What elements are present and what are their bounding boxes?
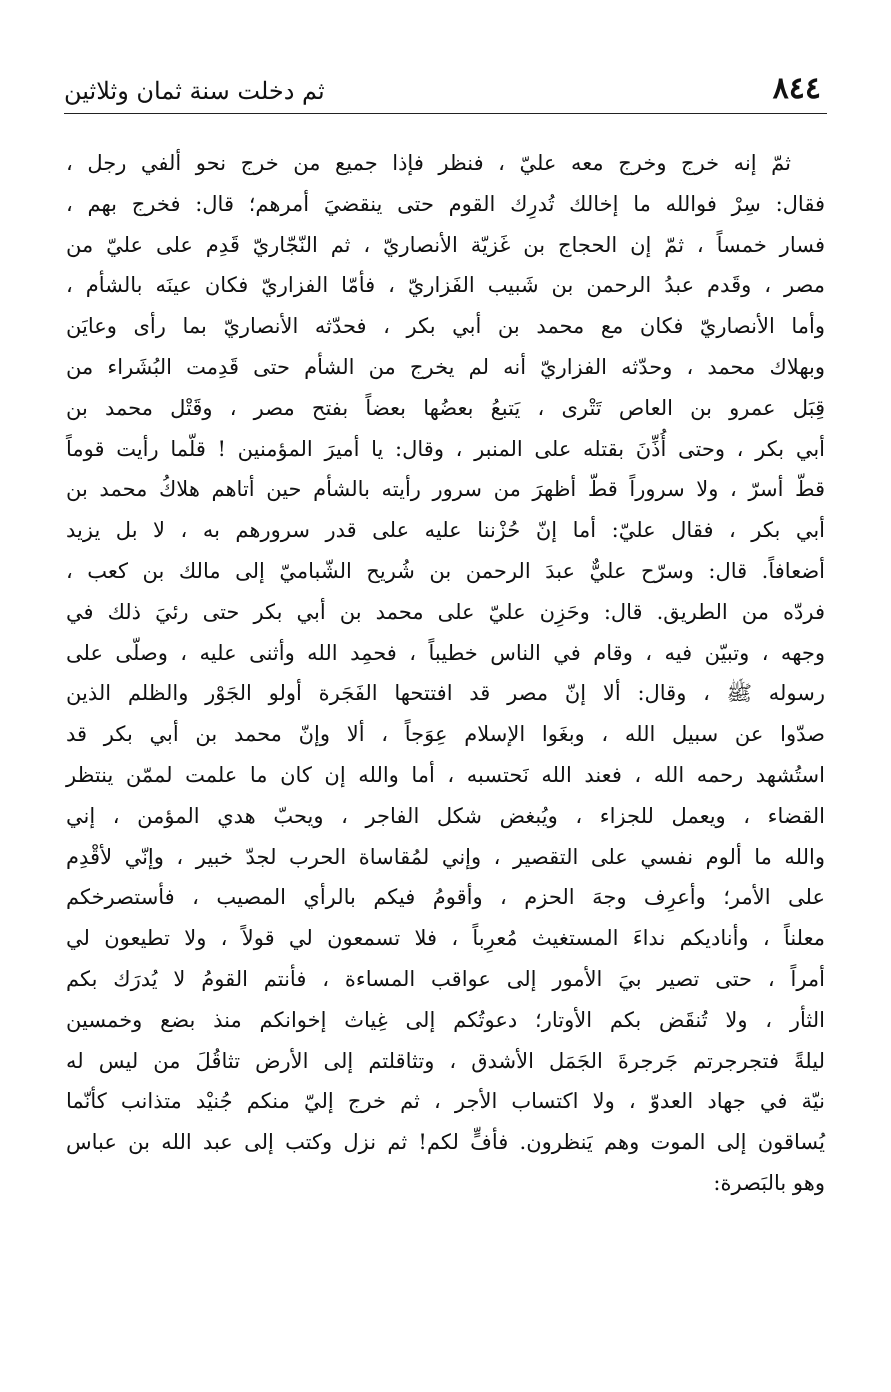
text-line: وأما الأنصاريّ فكان مع محمد بن أبي بكر ، فحدّثه الأنصاريّ بما رأى وعايَن [66,314,825,339]
text-line: مصر ، وقَدم عبدُ الرحمن بن شَبيب الفَزاريّ ، فأمّا الفزاريّ فكان عينَه بالشأم ، [66,273,825,298]
text-line: أمراً ، حتى تصير بيَ الأمور إلى عواقب المساءة ، فأنتم القومُ لا يُدرَك بكم [66,966,825,991]
text-line: وجهه ، وتبيّن فيه ، وقام في الناس خطيباً ، فحمِد الله وأثنى عليه ، وصلّى على [66,640,825,665]
text-line: فسار خمساً ، ثمّ إن الحجاج بن غَزيّة الأنصاريّ ، ثم النّجّاريّ قَدِم على عليّ من [66,232,825,257]
text-line: الثأر ، ولا تُنقَض بكم الأوتار؛ دعوتُكم إلى غِياث إخوانكم منذ بضع وخمسين [66,1007,825,1032]
text-line: يُساقون إلى الموت وهم يَنظرون. فأفٍّ لكم! ثم نزل وكتب إلى عبد الله بن عباس [66,1130,825,1155]
header-divider [64,113,827,114]
text-line: وبهلاك محمد ، وحدّثه الفزاريّ أنه لم يخرج من الشأم حتى قَدِمت البُشَراء من [66,354,825,379]
text-line: وهو بالبَصرة: [713,1170,825,1195]
text-line: قِبَل عمرو بن العاص تَتْرى ، يَتبعُ بعضُها بعضاً بفتح مصر ، وقَتْل محمد بن [66,395,825,420]
running-title: ثم دخلت سنة ثمان وثلاثين [64,77,325,105]
text-line: والله ما ألوم نفسي على التقصير ، وإني لمُقاساة الحرب لجدّ خبير ، وإنّي لأقْدِم [66,844,825,869]
page-number: ٨٤٤ [772,71,821,106]
body-text [66,143,825,1204]
text-line: على الأمر؛ وأعرِف وجهَ الحزم ، وأقومُ فيكم بالرأي المصيب ، فأستصرخكم [66,885,825,910]
text-line: أضعافاً. قال: وسرّح عليٌّ عبدَ الرحمن بن شُريح الشّباميّ إلى مالك بن كعب ، [66,558,825,583]
text-line: رسوله ﷺ ، وقال: ألا إنّ مصر قد افتتحها الفَجَرة أولو الجَوْر والظلم الذين [66,681,825,706]
page-header [64,68,827,112]
text-line: ليلةً فتجرجرتم جَرجرةَ الجَمَل الأشدق ، وتثاقلتم إلى الأرض تثاقُلَ من ليس له [66,1048,825,1073]
text-line: ثمّ إنه خرج وخرج معه عليّ ، فنظر فإذا جميع من خرج نحو ألفي رجل ، [66,151,791,175]
text-line: أبي بكر ، وحتى أُذِّنَ بقتله على المنبر ، وقال: يا أميرَ المؤمنين ! قلّما رأيت قوماً [66,436,825,461]
text-line: صدّوا عن سبيل الله ، وبغَوا الإسلام عِوَجاً ، ألا وإنّ محمد بن أبي بكر قد [66,722,825,747]
text-line: أبي بكر ، فقال عليّ: أما إنّ حُزْننا عليه على قدر سرورهم به ، لا بل يزيد [66,518,825,543]
text-line: استُشهد رحمه الله ، فعند الله نَحتسبه ، أما والله إن كان ما علمت لممّن ينتظر [66,762,825,787]
text-line: فردّه من الطريق. قال: وحَزِن عليّ على محمد بن أبي بكر حتى رئيَ ذلك في [66,599,825,624]
text-line: القضاء ، ويعمل للجزاء ، ويُبغض شكل الفاجر ، ويحبّ هدي المؤمن ، إني [66,803,825,828]
text-line: فقال: سِرْ فوالله ما إخالك تُدرِك القوم حتى ينقضيَ أمرهم؛ قال: فخرج بهم ، [66,191,825,216]
text-line: قطّ أسرّ ، ولا سروراً قطّ أظهرَ من سرور رأيته بالشأم حين أتاهم هلاكُ محمد بن [66,477,825,502]
text-line: معلناً ، وأناديكم نداءَ المستغيث مُعرِباً ، فلا تسمعون لي قولاً ، ولا تطيعون لي [66,926,825,951]
text-line: نيّة في جهاد العدوّ ، ولا اكتساب الأجر ، ثم خرج إليّ منكم جُنيْد متذانب كأنّما [66,1089,825,1114]
